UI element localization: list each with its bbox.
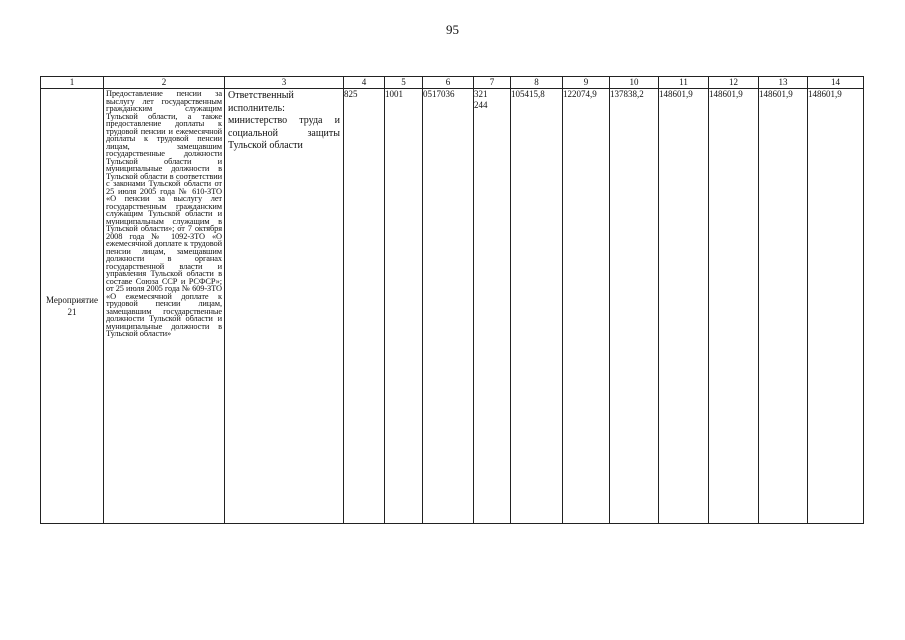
table-row [41, 89, 864, 524]
amount-cell: 148601,9 [709, 89, 759, 524]
header-row [41, 77, 864, 89]
amount-cell: 122074,9 [563, 89, 610, 524]
expense-type-code: 321 [474, 89, 488, 99]
header-cell: 11 [659, 77, 709, 89]
header-cell: 5 [385, 77, 423, 89]
header-cell: 12 [709, 77, 759, 89]
amount-cell: 137838,2 [610, 89, 659, 524]
action-label: Мероприятие 21 [41, 89, 104, 524]
description-cell [104, 89, 225, 524]
header-cell: 8 [511, 77, 563, 89]
header-cell: 9 [563, 77, 610, 89]
page-number: 95 [446, 22, 459, 37]
amount-cell: 148601,9 [808, 89, 864, 524]
header-cell: 10 [610, 77, 659, 89]
expense-type-cell [474, 89, 511, 524]
amount-cell: 148601,9 [759, 89, 808, 524]
executor-cell [225, 89, 344, 524]
header-cell: 1 [41, 77, 104, 89]
amount-cell: 148601,9 [659, 89, 709, 524]
budget-table [40, 76, 864, 524]
header-cell: 4 [344, 77, 385, 89]
expense-type-code: 244 [474, 100, 488, 110]
grbs-code: 825 [344, 89, 385, 524]
header-cell: 2 [104, 77, 225, 89]
action-description: Предоставление пенсии за выслугу лет государственным гражданским служащим Тульской области, а также предоставление доплаты к трудовой пенсии и ежемесячной доплаты к трудовой пенсии лицам, замещавшим государственные должности Тульской области и муниципальные должности в Тульской области в соответствии с законами Тульской области от 25 июля 2005 года № 610-ЗТО «О пенсии за выслугу лет государственным гражданским служащим Тульской области и муниципальным служащим в Тульской области»; от 7 октября 2008 года № 1092-ЗТО «О ежемесячной доплате к трудовой пенсии лицам, замещавшим должности в органах государственной власти и управления Тульской области в составе Союза ССР и РСФСР»; от 25 июля 2005 года № 609-ЗТО «О ежемесячной доплате к трудовой пенсии лицам, замещавшим государственные должности Тульской области и муниципальные должности в Тульской области» [106, 89, 222, 338]
header-cell: 3 [225, 77, 344, 89]
executor-text: Ответственный исполнитель: министерство труда и социальной защиты Тульской области [228, 90, 340, 151]
header-cell: 6 [423, 77, 474, 89]
amount-cell: 105415,8 [511, 89, 563, 524]
section-code: 1001 [385, 89, 423, 524]
header-cell: 14 [808, 77, 864, 89]
target-article-code: 0517036 [423, 89, 474, 524]
header-cell: 7 [474, 77, 511, 89]
header-cell: 13 [759, 77, 808, 89]
